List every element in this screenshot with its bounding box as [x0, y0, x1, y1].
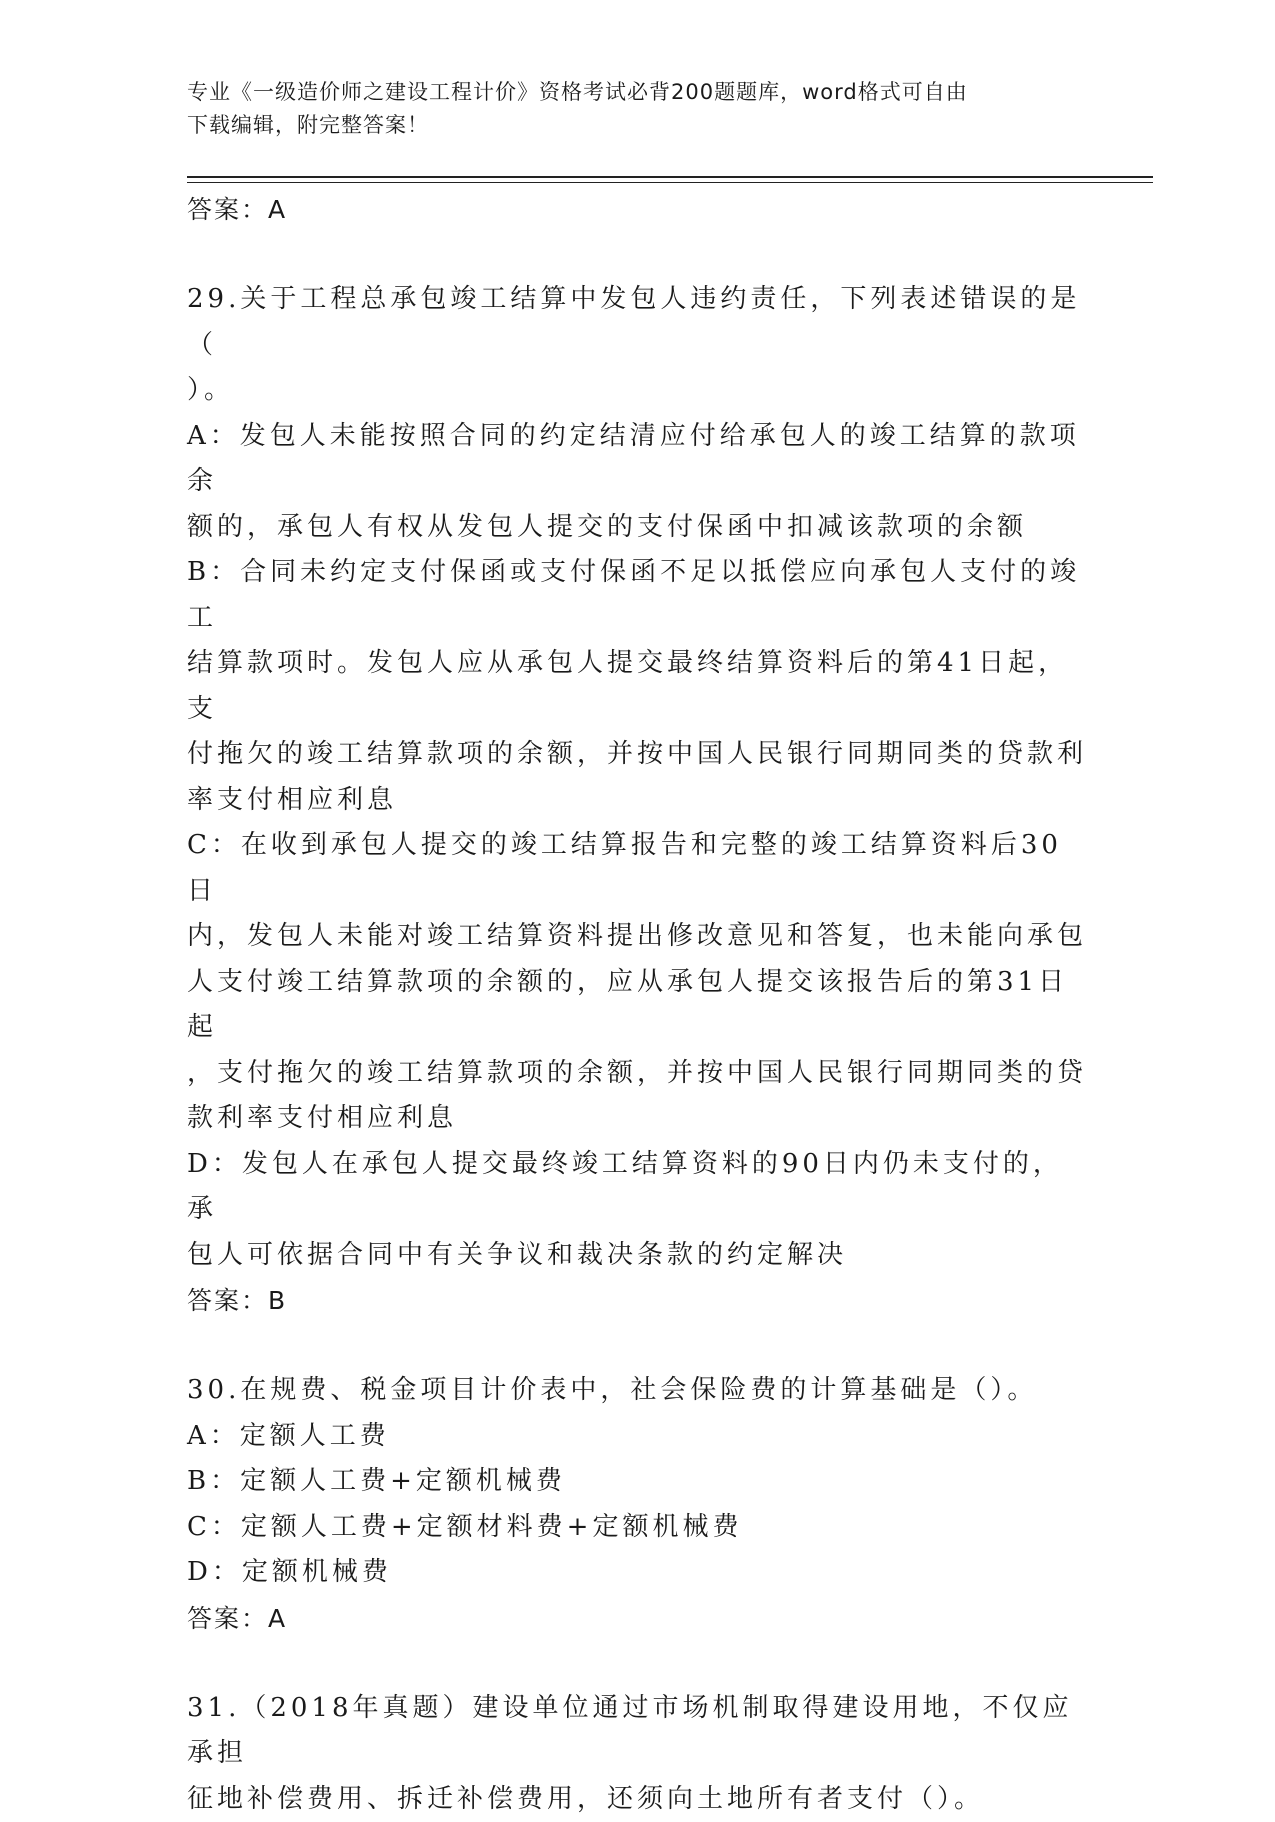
answer-q28: 答案：A: [187, 187, 1087, 233]
question-29: [187, 277, 1087, 1324]
question-stem-line: 31.（2018年真题）建设单位通过市场机制取得建设用地，不仅应承担: [187, 1686, 1087, 1777]
option-a-line: A：发包人未能按照合同的约定结清应付给承包人的竣工结算的款项余: [187, 414, 1087, 505]
option-d-line: 包人可依据合同中有关争议和裁决条款的约定解决: [187, 1233, 1087, 1279]
option-b-line: 付拖欠的竣工结算款项的余额，并按中国人民银行同期同类的贷款利: [187, 732, 1087, 778]
question-30: [187, 1368, 1087, 1642]
question-31: [187, 1686, 1087, 1822]
header-line-2: 下载编辑，附完整答案！: [187, 109, 1087, 142]
header-divider-thin: [187, 182, 1153, 183]
option-b-line: 率支付相应利息: [187, 778, 1087, 824]
spacer: [187, 1324, 1087, 1368]
spacer: [187, 233, 1087, 277]
option-c-line: 人支付竣工结算款项的余额的，应从承包人提交该报告后的第31日起: [187, 960, 1087, 1051]
question-stem-line: 29.关于工程总承包竣工结算中发包人违约责任，下列表述错误的是（: [187, 277, 1087, 368]
option-b-line: 结算款项时。发包人应从承包人提交最终结算资料后的第41日起，支: [187, 641, 1087, 732]
option-c-line: 内，发包人未能对竣工结算资料提出修改意见和答复，也未能向承包: [187, 914, 1087, 960]
header-line-1: 专业《一级造价师之建设工程计价》资格考试必背200题题库，word格式可自由: [187, 76, 1087, 109]
option-d-line: D：发包人在承包人提交最终竣工结算资料的90日内仍未支付的，承: [187, 1142, 1087, 1233]
option-b-line: B：合同未约定支付保函或支付保函不足以抵偿应向承包人支付的竣工: [187, 550, 1087, 641]
spacer: [187, 1642, 1087, 1686]
option-a-line: 额的，承包人有权从发包人提交的支付保函中扣减该款项的余额: [187, 505, 1087, 551]
question-content: [187, 187, 1087, 1822]
question-stem-line: 30.在规费、税金项目计价表中，社会保险费的计算基础是（）。: [187, 1368, 1087, 1414]
option-c-line: 款利率支付相应利息: [187, 1096, 1087, 1142]
answer-q30: 答案：A: [187, 1596, 1087, 1642]
question-stem-line: ）。: [187, 368, 1087, 414]
document-header: [187, 76, 1087, 142]
answer-q29: 答案：B: [187, 1278, 1087, 1324]
option-c-line: C：在收到承包人提交的竣工结算报告和完整的竣工结算资料后30日: [187, 823, 1087, 914]
option-c-line: ，支付拖欠的竣工结算款项的余额，并按中国人民银行同期同类的贷: [187, 1051, 1087, 1097]
question-stem-line: 征地补偿费用、拆迁补偿费用，还须向土地所有者支付（）。: [187, 1777, 1087, 1822]
option-a-line: A：定额人工费: [187, 1414, 1087, 1460]
header-divider-thick: [187, 176, 1153, 178]
option-c-line: C：定额人工费+定额材料费+定额机械费: [187, 1505, 1087, 1551]
option-b-line: B：定额人工费+定额机械费: [187, 1459, 1087, 1505]
option-d-line: D：定额机械费: [187, 1550, 1087, 1596]
